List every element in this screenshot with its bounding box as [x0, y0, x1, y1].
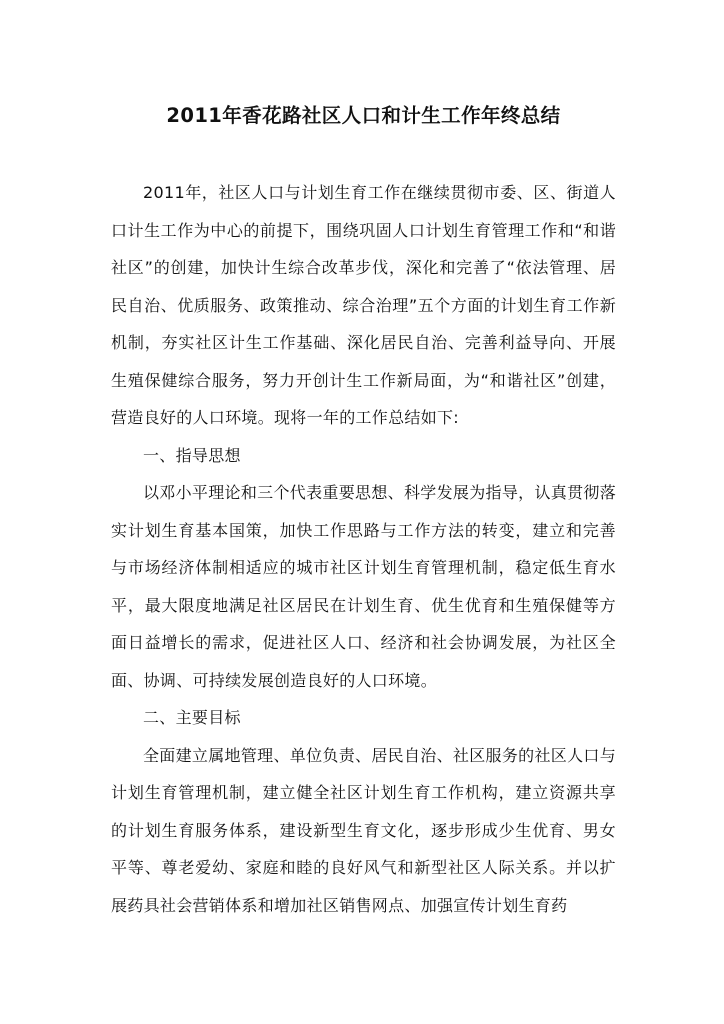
section-heading-guiding-ideology: 一、指导思想	[143, 445, 241, 465]
document-body	[111, 174, 616, 924]
section-paragraph-main-goals: 全面建立属地管理、单位负责、居民自治、社区服务的社区人口与计划生育管理机制，建立健全社区计划生育工作机构，建立资源共享的计划生育服务体系，建设新型生育文化，逐步形成少生优育、男女平等、尊老爱幼、家庭和睦的良好风气和新型社区人际关系。并以扩展药具社会营销体系和增加社区销售网点、加强宣传计划生育药	[111, 745, 616, 915]
section-heading-main-goals: 二、主要目标	[143, 708, 241, 727]
intro-paragraph: 2011年，社区人口与计划生育工作在继续贯彻市委、区、街道人口计生工作为中心的前提下，围绕巩固人口计划生育管理工作和“和谐社区”的创建，加快计生综合改革步伐，深化和完善了“依法管理、居民自治、优质服务、政策推动、综合治理”五个方面的计划生育工作新机制，夯实社区计生工作基础、深化居民自治、完善利益导向、开展生殖保健综合服务，努力开创计生工作新局面，为“和谐社区”创建，营造良好的人口环境。现将一年的工作总结如下:	[111, 183, 616, 427]
section-paragraph-guiding-ideology: 以邓小平理论和三个代表重要思想、科学发展为指导，认真贯彻落实计划生育基本国策，加快工作思路与工作方法的转变，建立和完善与市场经济体制相适应的城市社区计划生育管理机制，稳定低生育水平，最大限度地满足社区居民在计划生育、优生优育和生殖保健等方面日益增长的需求，促进社区人口、经济和社会协调发展，为社区全面、协调、可持续发展创造良好的人口环境。	[111, 483, 616, 690]
document-title: 2011年香花路社区人口和计生工作年终总结	[166, 104, 561, 127]
